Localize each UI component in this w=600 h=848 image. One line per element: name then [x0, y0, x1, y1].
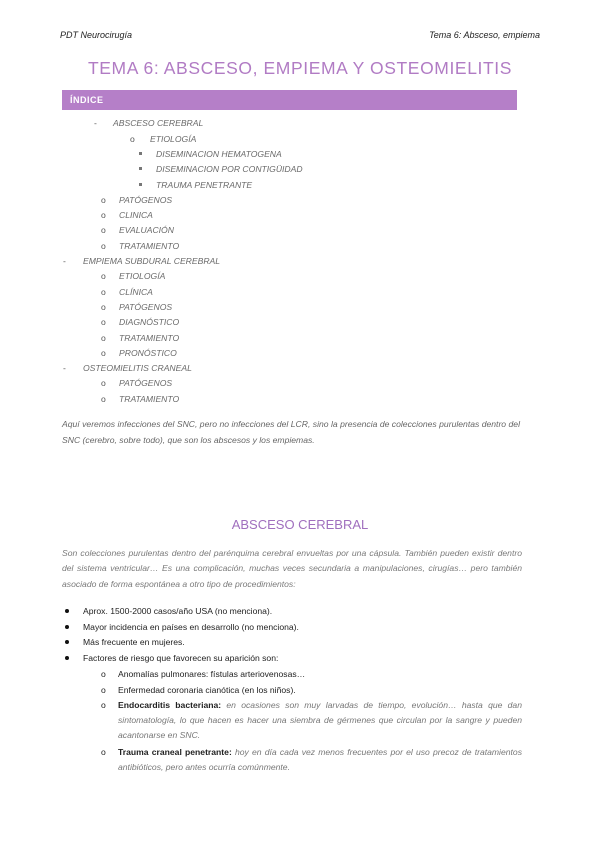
toc-item[interactable]: o DIAGNÓSTICO — [101, 317, 180, 327]
toc-item[interactable]: TRAUMA PENETRANTE — [156, 180, 252, 190]
toc-item[interactable]: o CLINICA — [101, 210, 153, 220]
risk-factor-item: o Enfermedad coronaria cianótica (en los niños). — [101, 685, 296, 695]
list-item: Mayor incidencia en países en desarrollo (no menciona). — [83, 620, 523, 635]
risk-factor-item: o Trauma craneal penetrante: hoy en día cada vez menos frecuentes por el uso precoz de tratamientos antibióticos, pero antes ocurría comúnmente. — [101, 747, 522, 772]
header-right: Tema 6: Absceso, empiema — [429, 30, 540, 40]
toc-item[interactable]: o EVALUACIÓN — [101, 225, 174, 235]
bullet-icon — [65, 640, 69, 644]
toc-item[interactable]: o TRATAMIENTO — [101, 394, 180, 404]
intro-paragraph: Aquí veremos infecciones del SNC, pero no infecciones del LCR, sino la presencia de colecciones purulentas dentro del SNC (cerebro, sobre todo), que son los abscesos y los empiemas. — [62, 419, 520, 445]
bullet-icon — [65, 656, 69, 660]
toc-item[interactable]: o PATÓGENOS — [101, 378, 173, 388]
list-item: Más frecuente en mujeres. — [83, 635, 523, 650]
toc-item[interactable]: o ETIOLOGÍA — [101, 271, 166, 281]
square-bullet-icon — [139, 167, 142, 170]
toc-item[interactable]: o ETIOLOGÍA — [130, 134, 197, 144]
list-item: Factores de riesgo que favorecen su aparición son: — [83, 651, 523, 666]
square-bullet-icon — [139, 183, 142, 186]
risk-factor-item: o Anomalías pulmonares: fístulas arteriovenosas… — [101, 669, 306, 679]
index-heading: ÍNDICE — [62, 90, 517, 110]
toc-item[interactable]: o PATÓGENOS — [101, 195, 173, 205]
list-item: Aprox. 1500-2000 casos/año USA (no menciona). — [83, 604, 523, 619]
toc-item[interactable]: o PATÓGENOS — [101, 302, 173, 312]
toc-item[interactable]: DISEMINACION POR CONTIGÜIDAD — [156, 164, 303, 174]
table-of-contents — [0, 0, 600, 420]
toc-item[interactable]: o PRONÓSTICO — [101, 348, 177, 358]
toc-item[interactable]: o TRATAMIENTO — [101, 241, 180, 251]
square-bullet-icon — [139, 152, 142, 155]
toc-item[interactable]: - OSTEOMIELITIS CRANEAL — [63, 363, 192, 373]
toc-item[interactable]: DISEMINACION HEMATOGENA — [156, 149, 282, 159]
bullet-icon — [65, 625, 69, 629]
section-paragraph: Son colecciones purulentas dentro del parénquima cerebral envueltas por una cápsula. También pueden existir dentro del sistema ventricular… Es una complicación, muchas veces secundaria a manipulaciones, cirugías… pero también asociado de forma espontánea a otro tipo de procedimientos: — [62, 548, 522, 589]
toc-item[interactable]: - EMPIEMA SUBDURAL CEREBRAL — [63, 256, 221, 266]
section-title: ABSCESO CEREBRAL — [231, 517, 369, 532]
header-left: PDT Neurocirugía — [60, 30, 133, 40]
toc-item[interactable]: o CLÍNICA — [101, 287, 153, 297]
toc-item[interactable]: - ABSCESO CEREBRAL — [94, 118, 204, 128]
toc-item[interactable]: o TRATAMIENTO — [101, 333, 180, 343]
page-title: TEMA 6: ABSCESO, EMPIEMA Y OSTEOMIELITIS — [87, 58, 513, 78]
bullet-icon — [65, 609, 69, 613]
risk-factor-item: o Endocarditis bacteriana: en ocasiones son muy larvadas de tiempo, evolución… hasta que dan sintomatología, lo que hacen es hacer una siembra de gérmenes que circulan por la sangre y pueden acantonarse en SNC. — [101, 700, 522, 740]
